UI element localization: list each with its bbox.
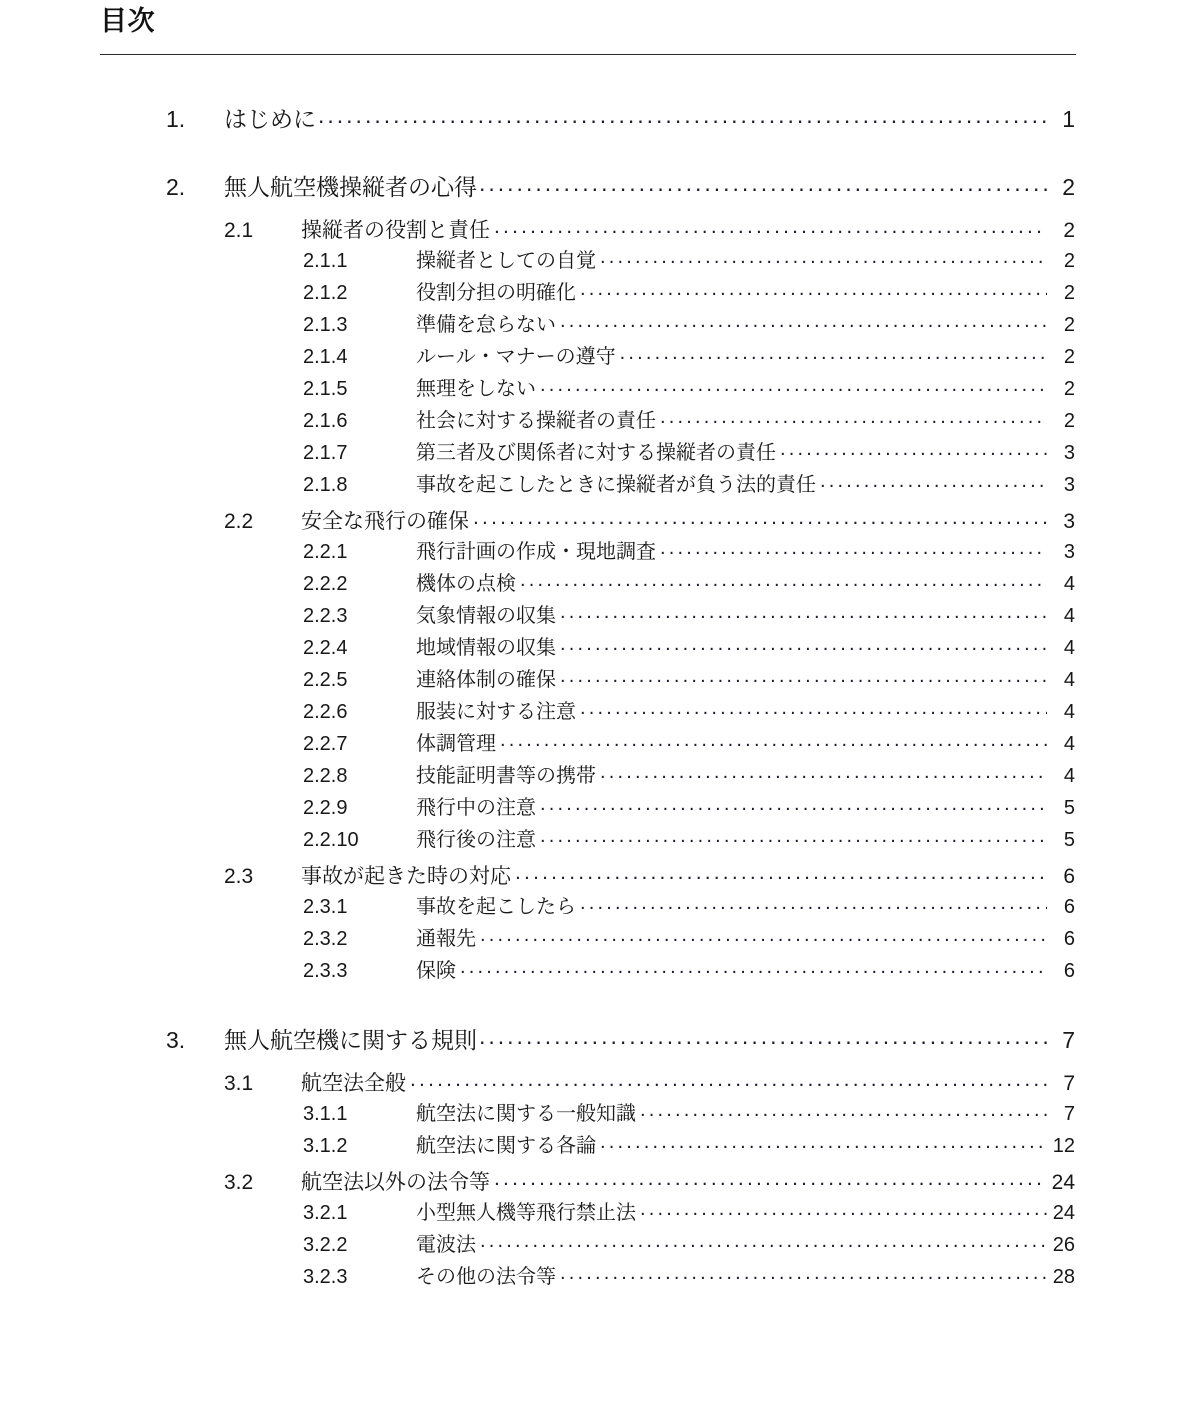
toc-entry-page-number: 3	[1063, 474, 1075, 496]
toc-entry-level-3[interactable]	[0, 923, 1183, 955]
toc-entry-number: 2.3.1	[303, 896, 348, 918]
toc-entry-number: 3.1.1	[303, 1103, 348, 1125]
toc-entry-title: 飛行中の注意	[416, 797, 536, 819]
toc-entry-title: その他の法令等	[416, 1266, 556, 1288]
toc-entry-page-number: 7	[1062, 1027, 1075, 1053]
header-divider	[100, 54, 1076, 55]
toc-entry-level-3[interactable]	[0, 760, 1183, 792]
dot-leader	[480, 1231, 1047, 1251]
toc-entry-number: 2.1.3	[303, 314, 348, 336]
toc-entry-number: 2.1.5	[303, 378, 348, 400]
toc-entry-number: 2.2.8	[303, 765, 348, 787]
toc-entry-level-1[interactable]	[0, 1025, 1183, 1055]
dot-leader	[479, 1025, 1047, 1048]
toc-entry-title: 第三者及び関係者に対する操縦者の責任	[416, 442, 776, 464]
toc-entry-level-3[interactable]	[0, 696, 1183, 728]
toc-entry-title: 操縦者の役割と責任	[301, 219, 490, 242]
toc-entry-number: 2.2.2	[303, 573, 348, 595]
toc-entry-number: 2.2.6	[303, 701, 348, 723]
dot-leader	[560, 666, 1047, 686]
toc-entry-page-number: 24	[1052, 1202, 1075, 1224]
toc-entry-number: 2.3.2	[303, 928, 348, 950]
dot-leader	[660, 538, 1047, 558]
toc-entry-page-number: 3	[1063, 510, 1075, 533]
dot-leader	[560, 634, 1047, 654]
toc-entry-title: 機体の点検	[416, 573, 516, 595]
toc-entry-page-number: 6	[1063, 960, 1075, 982]
toc-entry-page-number: 26	[1052, 1234, 1075, 1256]
toc-entry-level-2[interactable]	[0, 862, 1183, 891]
dot-leader	[480, 925, 1047, 945]
toc-entry-level-1[interactable]	[0, 172, 1183, 202]
toc-entry-title: 操縦者としての自覚	[416, 250, 596, 272]
spacer	[0, 987, 1183, 1025]
toc-entry-page-number: 2	[1063, 250, 1075, 272]
toc-entry-level-3[interactable]	[0, 1197, 1183, 1229]
toc-entry-level-3[interactable]	[0, 600, 1183, 632]
toc-entry-level-2[interactable]	[0, 216, 1183, 245]
dot-leader	[580, 698, 1047, 718]
dot-leader	[580, 893, 1047, 913]
toc-entry-number: 2.2	[224, 510, 254, 533]
toc-entry-number: 2.2.3	[303, 605, 348, 627]
dot-leader	[479, 172, 1047, 195]
toc-entry-page-number: 4	[1063, 637, 1075, 659]
dot-leader	[560, 1263, 1047, 1283]
toc-entry-level-2[interactable]	[0, 1069, 1183, 1098]
toc-entry-level-3[interactable]	[0, 277, 1183, 309]
dot-leader	[640, 1100, 1047, 1120]
toc-entry-level-2[interactable]	[0, 507, 1183, 536]
toc-entry-number: 2.1	[224, 219, 254, 242]
toc-entry-level-3[interactable]	[0, 1261, 1183, 1293]
toc-entry-title: 無人航空機に関する規則	[224, 1027, 477, 1053]
toc-entry-number: 2.1.7	[303, 442, 348, 464]
toc-entry-level-3[interactable]	[0, 437, 1183, 469]
toc-entry-title: 準備を怠らない	[416, 314, 556, 336]
toc-entry-title: 電波法	[416, 1234, 476, 1256]
toc-entry-page-number: 3	[1063, 442, 1075, 464]
toc-entry-page-number: 7	[1063, 1072, 1075, 1095]
toc-entry-title: ルール・マナーの遵守	[416, 346, 616, 368]
toc-entry-level-3[interactable]	[0, 824, 1183, 856]
toc-entry-title: 航空法以外の法令等	[301, 1171, 490, 1194]
toc-entry-title: 事故が起きた時の対応	[301, 865, 511, 888]
toc-entry-page-number: 2	[1063, 219, 1075, 242]
toc-entry-page-number: 5	[1063, 829, 1075, 851]
toc-entry-title: 社会に対する操縦者の責任	[416, 410, 656, 432]
toc-entry-page-number: 2	[1062, 174, 1075, 200]
toc-entry-title: 技能証明書等の携帯	[416, 765, 596, 787]
toc-entry-number: 2.2.4	[303, 637, 348, 659]
toc-entry-number: 2.3.3	[303, 960, 348, 982]
toc-entry-page-number: 4	[1063, 669, 1075, 691]
dot-leader	[500, 730, 1047, 750]
dot-leader	[520, 570, 1047, 590]
toc-entry-page-number: 12	[1052, 1135, 1075, 1157]
toc-entry-number: 3.	[166, 1027, 186, 1053]
dot-leader	[540, 826, 1047, 846]
toc-entry-level-3[interactable]	[0, 632, 1183, 664]
toc-entry-page-number: 7	[1063, 1103, 1075, 1125]
dot-leader	[540, 375, 1047, 395]
toc-entry-title: 通報先	[416, 928, 476, 950]
spacer	[0, 134, 1183, 172]
dot-leader	[473, 507, 1047, 528]
toc-entry-page-number: 5	[1063, 797, 1075, 819]
toc-entry-title: 連絡体制の確保	[416, 669, 556, 691]
toc-entry-level-3[interactable]	[0, 373, 1183, 405]
toc-entry-title: 地域情報の収集	[416, 637, 556, 659]
toc-entry-level-3[interactable]	[0, 245, 1183, 277]
toc-entry-level-3[interactable]	[0, 728, 1183, 760]
toc-entry-level-1[interactable]	[0, 104, 1183, 134]
toc-entry-page-number: 2	[1063, 346, 1075, 368]
toc-entry-number: 2.1.8	[303, 474, 348, 496]
toc-entry-title: 航空法に関する一般知識	[416, 1103, 636, 1125]
toc-entry-level-3[interactable]	[0, 955, 1183, 987]
toc-entry-title: 飛行後の注意	[416, 829, 536, 851]
dot-leader	[620, 343, 1047, 363]
toc-entry-number: 2.1.1	[303, 250, 348, 272]
toc-entry-number: 2.	[166, 174, 186, 200]
dot-leader	[494, 1168, 1047, 1189]
toc-entry-number: 2.1.2	[303, 282, 348, 304]
dot-leader	[600, 762, 1047, 782]
toc-list	[0, 104, 1183, 1293]
toc-entry-number: 2.1.4	[303, 346, 348, 368]
toc-entry-level-3[interactable]	[0, 891, 1183, 923]
toc-entry-level-3[interactable]	[0, 664, 1183, 696]
toc-entry-number: 2.2.9	[303, 797, 348, 819]
dot-leader	[540, 794, 1047, 814]
toc-entry-number: 2.3	[224, 865, 254, 888]
toc-entry-level-3[interactable]	[0, 469, 1183, 501]
toc-entry-number: 3.1.2	[303, 1135, 348, 1157]
toc-entry-title: 小型無人機等飛行禁止法	[416, 1202, 636, 1224]
dot-leader	[640, 1199, 1047, 1219]
toc-entry-title: 無人航空機操縦者の心得	[224, 174, 477, 200]
spacer	[0, 202, 1183, 216]
dot-leader	[820, 471, 1047, 491]
toc-entry-page-number: 3	[1063, 541, 1075, 563]
toc-header	[100, 4, 1075, 38]
toc-entry-level-3[interactable]	[0, 1229, 1183, 1261]
toc-entry-title: 気象情報の収集	[416, 605, 556, 627]
toc-entry-title: はじめに	[224, 106, 316, 132]
toc-entry-title: 保険	[416, 960, 456, 982]
toc-entry-level-3[interactable]	[0, 341, 1183, 373]
dot-leader	[780, 439, 1047, 459]
toc-entry-page-number: 1	[1062, 106, 1075, 132]
dot-leader	[560, 602, 1047, 622]
toc-entry-page-number: 6	[1063, 865, 1075, 888]
toc-entry-title: 事故を起こしたときに操縦者が負う法的責任	[416, 474, 816, 496]
toc-entry-number: 3.2	[224, 1171, 254, 1194]
toc-entry-level-3[interactable]	[0, 568, 1183, 600]
toc-entry-level-3[interactable]	[0, 1130, 1183, 1162]
toc-entry-number: 2.1.6	[303, 410, 348, 432]
toc-entry-page-number: 4	[1063, 573, 1075, 595]
toc-entry-page-number: 28	[1052, 1266, 1075, 1288]
dot-leader	[410, 1069, 1047, 1090]
toc-entry-title: 飛行計画の作成・現地調査	[416, 541, 656, 563]
spacer	[0, 1055, 1183, 1069]
toc-entry-page-number: 4	[1063, 605, 1075, 627]
dot-leader	[580, 279, 1047, 299]
toc-entry-title: 体調管理	[416, 733, 496, 755]
toc-entry-page-number: 4	[1063, 765, 1075, 787]
dot-leader	[600, 1132, 1047, 1152]
toc-entry-number: 3.1	[224, 1072, 254, 1095]
toc-entry-title: 事故を起こしたら	[416, 896, 576, 918]
dot-leader	[600, 247, 1047, 267]
toc-entry-page-number: 6	[1063, 928, 1075, 950]
toc-entry-title: 無理をしない	[416, 378, 536, 400]
toc-entry-page-number: 4	[1063, 701, 1075, 723]
toc-entry-number: 3.2.2	[303, 1234, 348, 1256]
toc-entry-title: 航空法に関する各論	[416, 1135, 596, 1157]
toc-entry-page-number: 6	[1063, 896, 1075, 918]
toc-entry-title: 安全な飛行の確保	[301, 510, 469, 533]
dot-leader	[515, 862, 1047, 883]
toc-entry-level-2[interactable]	[0, 1168, 1183, 1197]
toc-entry-page-number: 2	[1063, 378, 1075, 400]
toc-entry-page-number: 4	[1063, 733, 1075, 755]
toc-entry-page-number: 2	[1063, 314, 1075, 336]
dot-leader	[318, 104, 1047, 127]
toc-entry-title: 服装に対する注意	[416, 701, 576, 723]
toc-entry-level-3[interactable]	[0, 1098, 1183, 1130]
toc-entry-number: 2.2.1	[303, 541, 348, 563]
toc-entry-level-3[interactable]	[0, 405, 1183, 437]
dot-leader	[660, 407, 1047, 427]
toc-entry-level-3[interactable]	[0, 792, 1183, 824]
toc-entry-number: 2.2.10	[303, 829, 359, 851]
dot-leader	[494, 216, 1047, 237]
toc-entry-page-number: 24	[1051, 1171, 1075, 1194]
toc-entry-title: 役割分担の明確化	[416, 282, 576, 304]
toc-entry-number: 3.2.1	[303, 1202, 348, 1224]
toc-entry-title: 航空法全般	[301, 1072, 406, 1095]
toc-entry-page-number: 2	[1063, 410, 1075, 432]
toc-entry-number: 1.	[166, 106, 186, 132]
toc-entry-number: 2.2.7	[303, 733, 348, 755]
toc-entry-level-3[interactable]	[0, 309, 1183, 341]
toc-entry-page-number: 2	[1063, 282, 1075, 304]
dot-leader	[560, 311, 1047, 331]
toc-entry-level-3[interactable]	[0, 536, 1183, 568]
dot-leader	[460, 957, 1047, 977]
toc-entry-number: 2.2.5	[303, 669, 348, 691]
page-title: 目次	[100, 6, 155, 36]
toc-entry-number: 3.2.3	[303, 1266, 348, 1288]
